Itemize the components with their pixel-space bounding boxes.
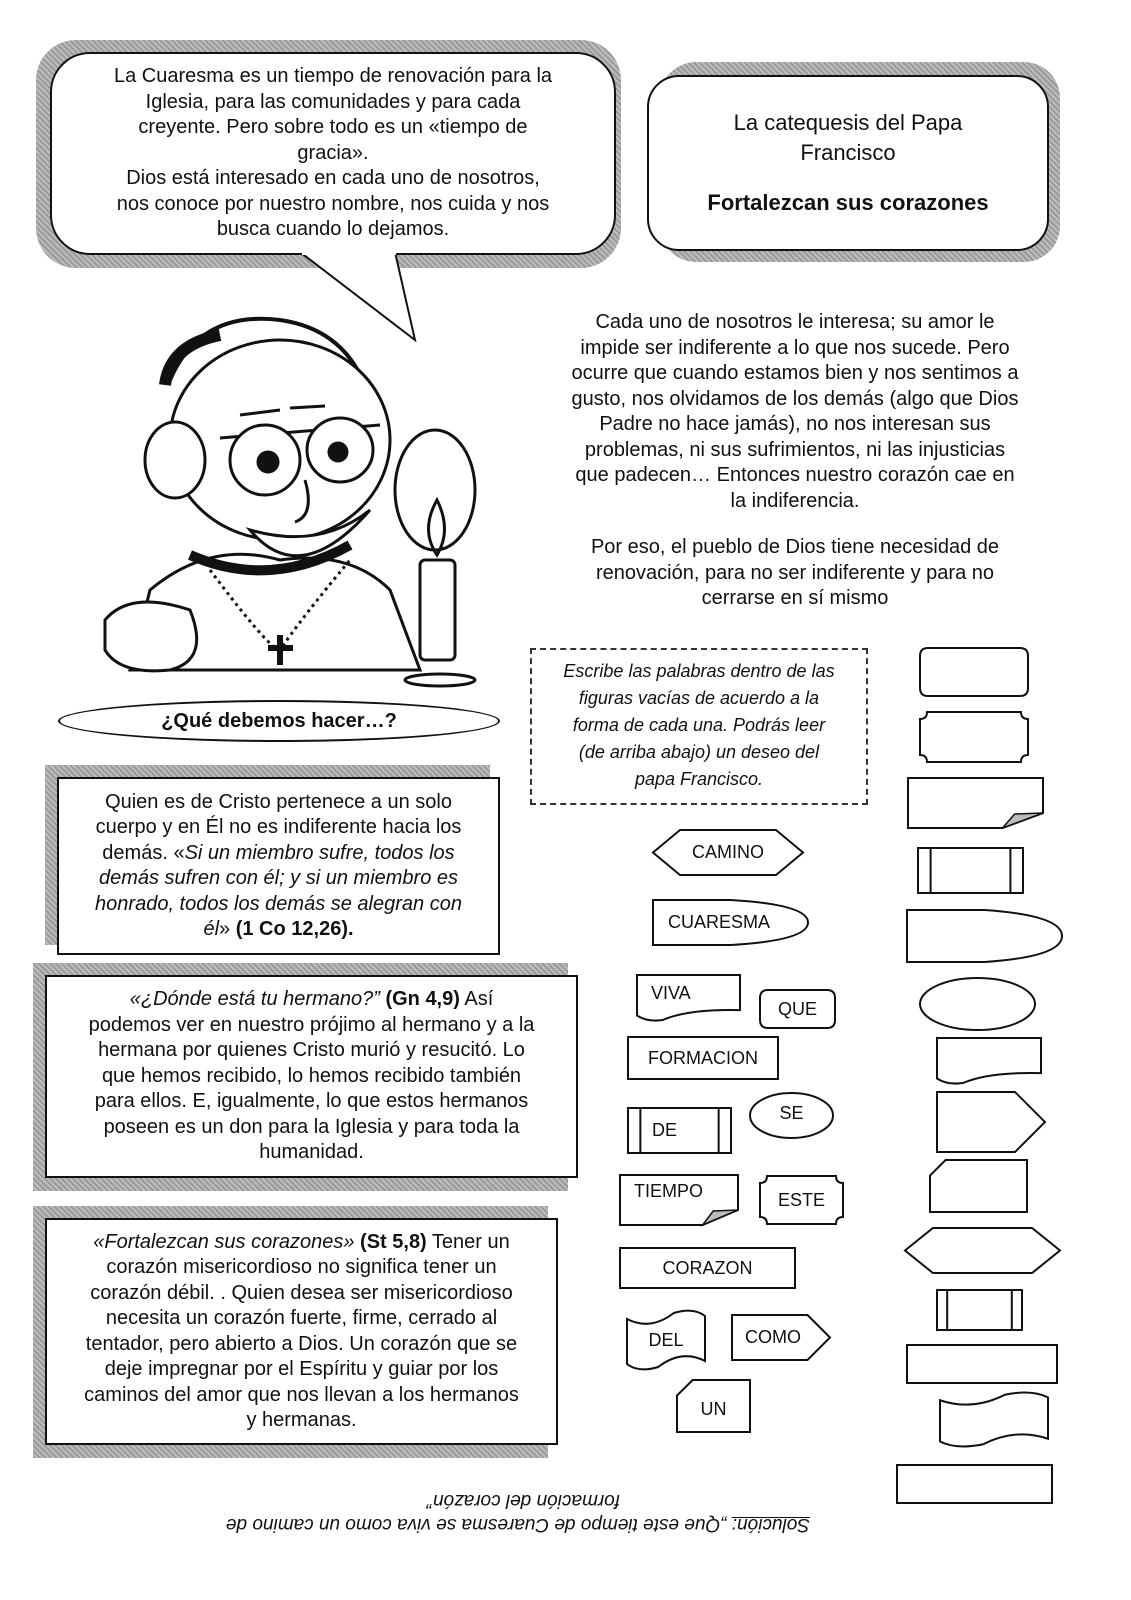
word-shape-notched: ESTE	[760, 1176, 843, 1224]
bubble-line: Iglesia, para las comunidades y para cada	[145, 90, 521, 113]
shape-outline	[920, 712, 1028, 762]
shape-outline	[930, 1160, 1027, 1212]
brother-box: «¿Dónde está tu hermano?” (Gn 4,9) Así podemos ver en nuestro prójimo al hermano y a la hermana por quienes Cristo murió y resucitó. Lo que hemos recibido, lo hemos recibido también para ellos. E, igualmente, lo que estos hermanos poseen es un don para la Iglesia y para toda la humanidad.	[45, 975, 578, 1178]
title-box	[647, 75, 1049, 251]
body-of-christ-box: Quien es de Cristo pertenece a un solo cuerpo y en Él no es indiferente hacia los demás. «Si un miembro sufre, todos los demás sufren con él; y si un miembro es honrado, todos los demás se alegran con él» (1 Co 12,26).	[57, 777, 500, 955]
word-shape-document: VIVA	[637, 975, 740, 1020]
bubble-line: Dios está interesado en cada uno de nosotros,	[126, 167, 540, 190]
empty-shape-process[interactable]	[918, 848, 1023, 893]
title-line: Francisco	[800, 140, 896, 165]
shape-outline	[918, 848, 1023, 893]
shape-outline	[937, 1092, 1045, 1152]
pope-francis-illustration	[90, 290, 480, 700]
empty-shape-folded[interactable]	[908, 778, 1043, 828]
page-subtitle: Fortalezcan sus corazones	[707, 190, 989, 215]
empty-shape-notched[interactable]	[920, 712, 1028, 762]
shape-outline	[920, 648, 1028, 696]
word-shape-arrow: COMO	[732, 1315, 830, 1360]
shape-outline	[940, 1392, 1048, 1447]
empty-shape-bullet[interactable]	[907, 910, 1062, 962]
shape-outline	[907, 1345, 1057, 1383]
renewal-paragraph: Por eso, el pueblo de Dios tiene necesidad de renovación, para no ser indiferente y para no cerrarse en sí mismo	[590, 536, 1000, 609]
word-shape-rectangle: CORAZON	[620, 1248, 795, 1288]
shape-outline	[937, 1038, 1041, 1083]
word-shape-rounded: QUE	[760, 990, 835, 1028]
bubble-line: gracia».	[297, 141, 369, 164]
word-shape-cut-corner: UN	[677, 1380, 750, 1432]
word-shape-ellipse: SE	[750, 1093, 833, 1138]
shape-outline	[908, 778, 1043, 828]
word-shape-folded: TIEMPO	[620, 1175, 738, 1225]
shape-outline	[905, 1228, 1060, 1273]
solution-text: Solución: „Que este tiempo de Cuaresma se viva como un camino de formación del corazón”	[225, 1490, 810, 1535]
word-shape-bullet: CUARESMA	[653, 900, 808, 945]
empty-shape-process[interactable]	[937, 1290, 1022, 1330]
shape-outline	[907, 910, 1062, 962]
word-shape-rectangle: FORMACION	[628, 1037, 778, 1079]
word-shape-hexagon: CAMINO	[653, 830, 803, 875]
bubble-line: La Cuaresma es un tiempo de renovación para la	[113, 65, 553, 88]
instructions-box: Escribe las palabras dentro de las figuras vacías de acuerdo a la forma de cada una. Podrás leer (de arriba abajo) un deseo del papa Francisco.	[530, 648, 868, 805]
question-text: ¿Qué debemos hacer…?	[161, 709, 397, 732]
bubble-line: creyente. Pero sobre todo es un «tiempo de	[138, 116, 528, 139]
empty-shape-tape[interactable]	[940, 1392, 1048, 1447]
word-shape-process: DE	[628, 1108, 731, 1153]
shape-outline	[937, 1290, 1022, 1330]
question-ellipse	[58, 700, 500, 742]
empty-shape-rectangle[interactable]	[907, 1345, 1057, 1383]
title-line: La catequesis del Papa	[733, 110, 963, 135]
bubble-line: nos conoce por nuestro nombre, nos cuida y nos	[116, 192, 550, 215]
empty-shape-arrow[interactable]	[937, 1092, 1045, 1152]
bubble-line: busca cuando lo dejamos.	[216, 218, 450, 241]
empty-shape-rounded[interactable]	[920, 648, 1028, 696]
intro-paragraph: Cada uno de nosotros le interesa; su amor le impide ser indiferente a lo que nos sucede. Pero ocurre que cuando estamos bien y nos sentimos a gusto, nos olvidamos de los demás (algo que Dios Padre no hace jamás), no nos interesan sus problemas, ni sus sufrimientos, ni las injusticias que padecen… Entonces nuestro corazón cae en la indiferencia.	[571, 311, 1019, 512]
empty-shape-hexagon[interactable]	[905, 1228, 1060, 1273]
shape-outline	[897, 1465, 1052, 1503]
speech-bubble	[50, 52, 616, 255]
empty-shape-ellipse[interactable]	[920, 978, 1035, 1030]
empty-shape-cut-corner[interactable]	[930, 1160, 1027, 1212]
shape-outline	[920, 978, 1035, 1030]
word-shape-tape: DEL	[627, 1310, 705, 1370]
empty-shape-document[interactable]	[937, 1038, 1041, 1083]
strengthen-hearts-box: «Fortalezcan sus corazones» (St 5,8) Tener un corazón misericordioso no significa tener un corazón débil. . Quien desea ser misericordioso necesita un corazón fuerte, firme, cerrado al tentador, pero abierto a Dios. Un corazón que se deje impregnar por el Espíritu y guiar por los caminos del amor que nos llevan a los hermanos y hermanas.	[45, 1218, 558, 1445]
empty-shape-rectangle[interactable]	[897, 1465, 1052, 1503]
